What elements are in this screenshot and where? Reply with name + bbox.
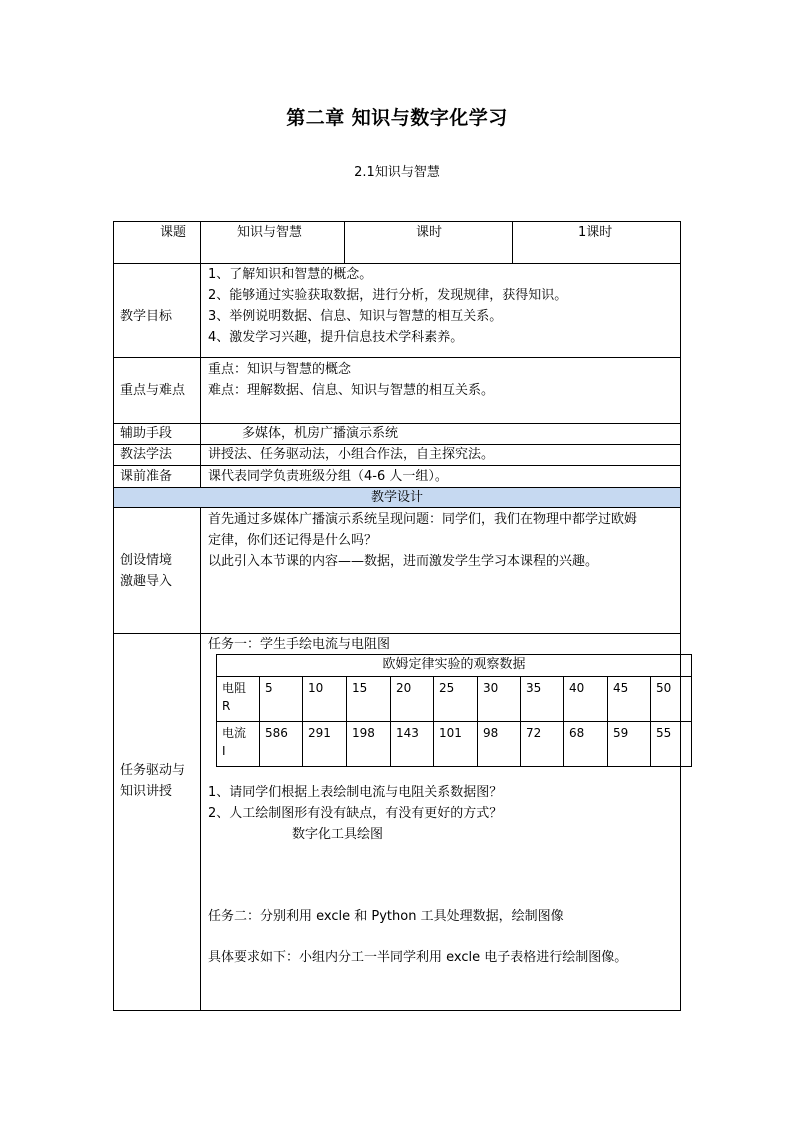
question-1: 1、请同学们根据上表绘制电流与电阻关系数据图？: [208, 785, 503, 800]
resistance-cell: 40: [564, 677, 608, 722]
intro-line: 首先通过多媒体广播演示系统呈现问题：同学们，我们在物理中都学过欧姆: [208, 512, 638, 527]
task1-title: 任务一：学生手绘电流与电阻图: [208, 637, 391, 652]
question-2: 2、人工绘制图形有没有缺点，有没有更好的方式？: [208, 806, 503, 821]
task-requirement: 具体要求如下：小组内分工一半同学利用 excle 电子表格进行绘制图像。: [208, 950, 628, 965]
current-cell: 143: [391, 722, 434, 767]
ohm-law-data-table: [216, 654, 692, 767]
row-line: [114, 263, 680, 264]
current-row: [217, 722, 692, 767]
goals-label: 教学目标: [120, 309, 173, 324]
resistance-cell: 30: [478, 677, 521, 722]
current-cell: 101: [434, 722, 478, 767]
current-row-label: 电流 I: [217, 722, 260, 767]
methods-label: 教法学法: [120, 447, 173, 462]
header-topic-value: 知识与智慧: [237, 225, 303, 240]
resistance-row: [217, 677, 692, 722]
intro-label-line2: 激趣导入: [120, 574, 173, 589]
resistance-cell: 10: [303, 677, 347, 722]
teaching-design-band: 教学设计: [114, 487, 680, 508]
ohm-table-caption: 欧姆定律实验的观察数据: [217, 655, 692, 677]
prep-label: 课前准备: [120, 469, 173, 484]
intro-line: 定律，你们还记得是什么吗？: [208, 533, 378, 548]
goal-item: 2、能够通过实验获取数据，进行分析，发现规律，获得知识。: [208, 288, 568, 303]
task-label-line1: 任务驱动与: [120, 763, 186, 778]
resistance-cell: 5: [260, 677, 303, 722]
current-cell: 291: [303, 722, 347, 767]
resistance-cell: 50: [651, 677, 692, 722]
current-cell: 55: [651, 722, 692, 767]
resistance-cell: 20: [391, 677, 434, 722]
resistance-cell: 35: [521, 677, 564, 722]
task2-title: 任务二：分别利用 excle 和 Python 工具处理数据，绘制图像: [208, 909, 564, 924]
keypoint-item: 难点：理解数据、信息、知识与智慧的相互关系。: [208, 383, 495, 398]
section-subtitle: 2.1知识与智慧: [354, 165, 440, 180]
aids-label: 辅助手段: [120, 426, 173, 441]
goal-item: 3、举例说明数据、信息、知识与智慧的相互关系。: [208, 309, 503, 324]
goal-item: 4、激发学习兴趣，提升信息技术学科素养。: [208, 330, 464, 345]
resistance-cell: 45: [608, 677, 651, 722]
current-cell: 198: [347, 722, 391, 767]
intro-label-line1: 创设情境: [120, 553, 173, 568]
label-column-divider-lower: [200, 508, 201, 1011]
label-column-divider: [200, 221, 201, 487]
question-2-answer: 数字化工具绘图: [292, 827, 384, 842]
task-label-line2: 知识讲授: [120, 784, 173, 799]
current-cell: 98: [478, 722, 521, 767]
resistance-cell: 15: [347, 677, 391, 722]
header-topic-label: 课题: [160, 225, 187, 240]
resistance-row-label: 电阻 R: [217, 677, 260, 722]
header-divider-3: [512, 221, 513, 263]
current-cell: 68: [564, 722, 608, 767]
header-divider-2: [344, 221, 345, 263]
goal-item: 1、了解知识和智慧的概念。: [208, 267, 373, 282]
current-cell: 586: [260, 722, 303, 767]
keypoint-item: 重点：知识与智慧的概念: [208, 362, 352, 377]
resistance-cell: 25: [434, 677, 478, 722]
prep-value: 课代表同学负责班级分组（4-6 人一组）。: [208, 469, 448, 484]
header-period-label: 课时: [416, 225, 443, 240]
document-title: 第二章 知识与数字化学习: [286, 107, 508, 129]
current-cell: 72: [521, 722, 564, 767]
methods-value: 讲授法、任务驱动法，小组合作法，自主探究法。: [208, 447, 495, 462]
header-period-value: 1课时: [578, 225, 613, 240]
aids-value: 多媒体，机房广播演示系统: [242, 426, 399, 441]
keypoints-label: 重点与难点: [120, 383, 186, 398]
row-line: [114, 357, 680, 358]
row-line: [114, 633, 680, 634]
current-cell: 59: [608, 722, 651, 767]
intro-line: 以此引入本节课的内容——数据，进而激发学生学习本课程的兴趣。: [208, 554, 599, 569]
